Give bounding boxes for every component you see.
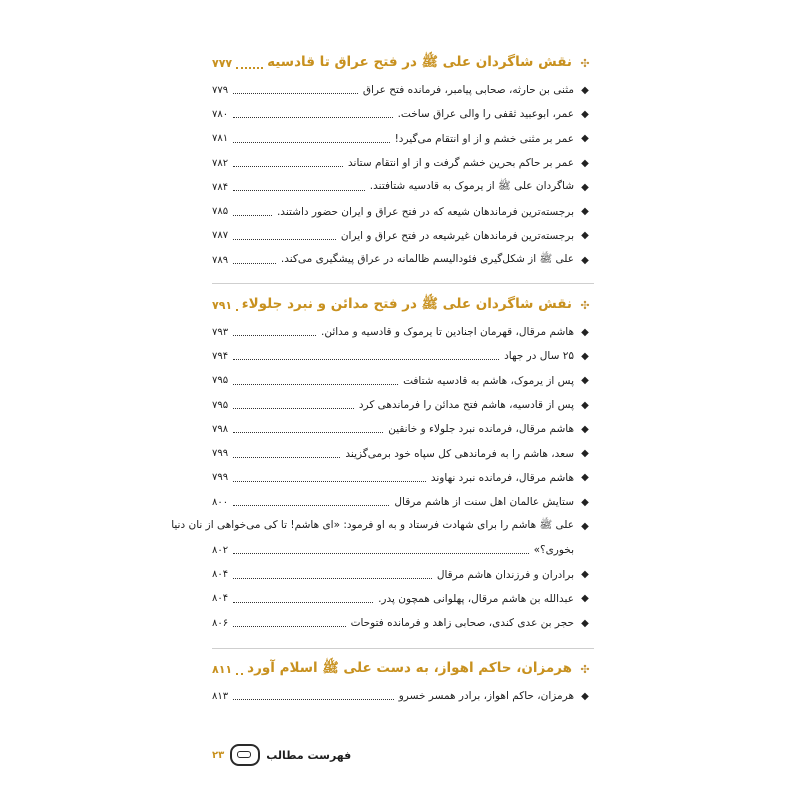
diamond-bullet-icon: ◆ <box>581 375 589 387</box>
entry-text: مثنی بن حارثه، صحابی پیامبر، فرمانده فتح عراق <box>362 84 574 97</box>
section-title: هرمزان، حاکم اهواز، به دست علی ﷺ اسلام آورد <box>247 660 572 676</box>
entry-page: ۸۰۴ <box>212 593 229 605</box>
entry-text: عمر، ابوعبید ثقفی را والی عراق ساخت. <box>397 108 574 121</box>
toc-entry[interactable] <box>212 248 592 272</box>
entry-page: ۷۸۹ <box>212 254 229 266</box>
leader-dots <box>236 664 243 675</box>
section-divider <box>212 283 594 284</box>
toc-entry[interactable] <box>212 344 592 368</box>
toc-entry[interactable] <box>212 490 592 514</box>
entry-text: علی ﷺ از شکل‌گیری فئودالیسم ظالمانه در عراق پیشگیری می‌کند. <box>280 252 574 265</box>
leader-dots <box>233 425 383 433</box>
toc-entry[interactable] <box>212 369 592 393</box>
entry-text: هاشم مرقال، فرمانده نبرد جلولاء و خانقین <box>388 423 574 436</box>
section-divider <box>212 648 594 649</box>
diamond-bullet-icon: ◆ <box>581 133 589 145</box>
toc-entry[interactable] <box>212 441 592 465</box>
entry-text: برادران و فرزندان هاشم مرقال <box>436 568 574 581</box>
publisher-logo-icon <box>230 744 260 766</box>
entry-page: ۷۸۴ <box>212 181 229 193</box>
toc-entry[interactable] <box>212 224 592 248</box>
diamond-bullet-icon: ◆ <box>581 617 589 629</box>
leader-dots <box>233 135 389 143</box>
entry-text: هاشم مرقال، فرمانده نبرد نهاوند <box>430 471 574 484</box>
entry-page: ۷۸۱ <box>212 133 229 145</box>
entry-page: ۷۹۹ <box>212 448 229 460</box>
ornament-icon: ✣ <box>580 56 590 70</box>
leader-dots <box>236 300 238 311</box>
entry-text: پس از قادسیه، هاشم فتح مدائن را فرماندهی کرد <box>358 399 574 412</box>
leader-dots <box>233 183 365 191</box>
diamond-bullet-icon: ◆ <box>581 181 589 193</box>
toc-entry[interactable] <box>212 199 592 223</box>
diamond-bullet-icon: ◆ <box>581 423 589 435</box>
diamond-bullet-icon: ◆ <box>581 520 589 532</box>
leader-dots <box>233 546 528 554</box>
diamond-bullet-icon: ◆ <box>581 690 589 702</box>
toc-entry[interactable] <box>212 684 592 708</box>
leader-dots <box>233 86 358 94</box>
entry-text: برجسته‌ترین فرماندهان شیعه که در فتح عراق و ایران حضور داشتند. <box>276 205 574 218</box>
entry-line <box>171 514 592 538</box>
entry-page: ۷۹۵ <box>212 375 229 387</box>
leader-dots <box>233 159 343 167</box>
entry-page: ۷۸۲ <box>212 157 229 169</box>
toc-section-2 <box>171 292 592 635</box>
toc-section-3 <box>212 656 592 708</box>
toc-entry[interactable] <box>212 78 592 102</box>
toc-section-1 <box>212 50 592 272</box>
leader-dots <box>236 58 263 69</box>
entry-page: ۷۸۵ <box>212 206 229 218</box>
entry-page: ۸۰۶ <box>212 617 229 629</box>
leader-dots <box>233 110 392 118</box>
diamond-bullet-icon: ◆ <box>581 569 589 581</box>
leader-dots <box>233 208 272 216</box>
toc-entry[interactable] <box>212 175 592 199</box>
entry-text: سعد، هاشم را به فرماندهی کل سپاه خود برمی‌گزیند <box>345 447 574 460</box>
entry-text: عمر بر مثنی خشم و از او انتقام می‌گیرد! <box>394 132 574 145</box>
section-heading[interactable] <box>212 656 592 682</box>
leader-dots <box>233 450 340 458</box>
entry-text: هرمزان، حاکم اهواز، برادر همسر خسرو <box>398 690 574 703</box>
toc-entry[interactable] <box>212 587 592 611</box>
entry-page: ۸۰۲ <box>212 544 229 556</box>
leader-dots <box>233 377 398 385</box>
diamond-bullet-icon: ◆ <box>581 326 589 338</box>
section-page: ۸۱۱ <box>212 662 233 676</box>
leader-dots <box>233 352 499 360</box>
diamond-bullet-icon: ◆ <box>581 84 589 96</box>
leader-dots <box>233 692 394 700</box>
leader-dots <box>233 232 336 240</box>
toc-entry[interactable] <box>212 417 592 441</box>
toc-entry[interactable] <box>212 562 592 586</box>
ornament-icon: ✣ <box>580 662 590 676</box>
leader-dots <box>233 401 354 409</box>
leader-dots <box>233 328 316 336</box>
entry-text: شاگردان علی ﷺ از یرموک به قادسیه شتافتند. <box>369 179 574 192</box>
toc-entry[interactable] <box>212 393 592 417</box>
entry-page: ۷۸۷ <box>212 230 229 242</box>
entry-page: ۸۰۰ <box>212 496 229 508</box>
toc-entry[interactable] <box>212 127 592 151</box>
diamond-bullet-icon: ◆ <box>581 157 589 169</box>
entry-line <box>212 538 592 562</box>
page-footer <box>212 744 351 766</box>
leader-dots <box>233 498 389 506</box>
diamond-bullet-icon: ◆ <box>581 472 589 484</box>
entry-text: ۲۵ سال در جهاد <box>504 350 574 363</box>
toc-entry[interactable] <box>212 151 592 175</box>
entry-page: ۸۰۴ <box>212 569 229 581</box>
page-number: ۲۳ <box>212 749 225 761</box>
entry-text-continued: بخوری؟» <box>533 544 574 557</box>
entry-page: ۷۹۵ <box>212 399 229 411</box>
leader-dots <box>233 256 276 264</box>
entry-page: ۷۸۰ <box>212 108 229 120</box>
entry-text: برجسته‌ترین فرماندهان غیرشیعه در فتح عراق و ایران <box>340 229 574 242</box>
diamond-bullet-icon: ◆ <box>581 108 589 120</box>
leader-dots <box>233 474 426 482</box>
entry-page: ۷۹۹ <box>212 472 229 484</box>
entry-page: ۸۱۳ <box>212 690 229 702</box>
entry-page: ۷۹۳ <box>212 326 229 338</box>
diamond-bullet-icon: ◆ <box>581 350 589 362</box>
entry-page: ۷۹۴ <box>212 350 229 362</box>
diamond-bullet-icon: ◆ <box>581 230 589 242</box>
section-heading[interactable] <box>212 50 592 76</box>
entry-text: ستایش عالمان اهل سنت از هاشم مرقال <box>394 496 574 509</box>
section-page: ۷۷۷ <box>212 56 233 70</box>
entry-text: عبدالله بن هاشم مرقال، پهلوانی همچون پدر. <box>378 592 574 605</box>
diamond-bullet-icon: ◆ <box>581 206 589 218</box>
entry-page: ۷۹۸ <box>212 423 229 435</box>
diamond-bullet-icon: ◆ <box>581 399 589 411</box>
toc-entry[interactable] <box>212 102 592 126</box>
toc-entry[interactable] <box>212 611 592 635</box>
entry-page: ۷۷۹ <box>212 84 229 96</box>
toc-entry[interactable] <box>212 320 592 344</box>
diamond-bullet-icon: ◆ <box>581 448 589 460</box>
entry-text: عمر بر حاکم بحرین خشم گرفت و از او انتقام ستاند <box>348 157 574 170</box>
toc-entry[interactable] <box>212 466 592 490</box>
diamond-bullet-icon: ◆ <box>581 496 589 508</box>
entry-text: پس از یرموک، هاشم به قادسیه شتافت <box>403 374 574 387</box>
section-page: ۷۹۱ <box>212 298 233 312</box>
section-title: نقش شاگردان علی ﷺ در فتح مدائن و نبرد جلولاء <box>241 296 572 312</box>
ornament-icon: ✣ <box>580 298 590 312</box>
diamond-bullet-icon: ◆ <box>581 593 589 605</box>
entry-text: حجر بن عدی کندی، صحابی زاهد و فرمانده فتوحات <box>350 617 574 630</box>
leader-dots <box>233 571 432 579</box>
section-title: نقش شاگردان علی ﷺ در فتح عراق تا قادسیه <box>267 54 572 70</box>
leader-dots <box>233 619 345 627</box>
entry-text: هاشم مرقال، قهرمان اجنادین تا یرموک و قادسیه و مدائن. <box>321 326 574 339</box>
section-heading[interactable] <box>212 292 592 318</box>
diamond-bullet-icon: ◆ <box>581 254 589 266</box>
toc-entry[interactable] <box>171 514 592 562</box>
entry-text: علی ﷺ هاشم را برای شهادت فرستاد و به او فرمود: «ای هاشم! تا کی می‌خواهی از نان دنیا <box>171 518 574 531</box>
leader-dots <box>233 595 373 603</box>
footer-label: فهرست مطالب <box>266 748 352 762</box>
